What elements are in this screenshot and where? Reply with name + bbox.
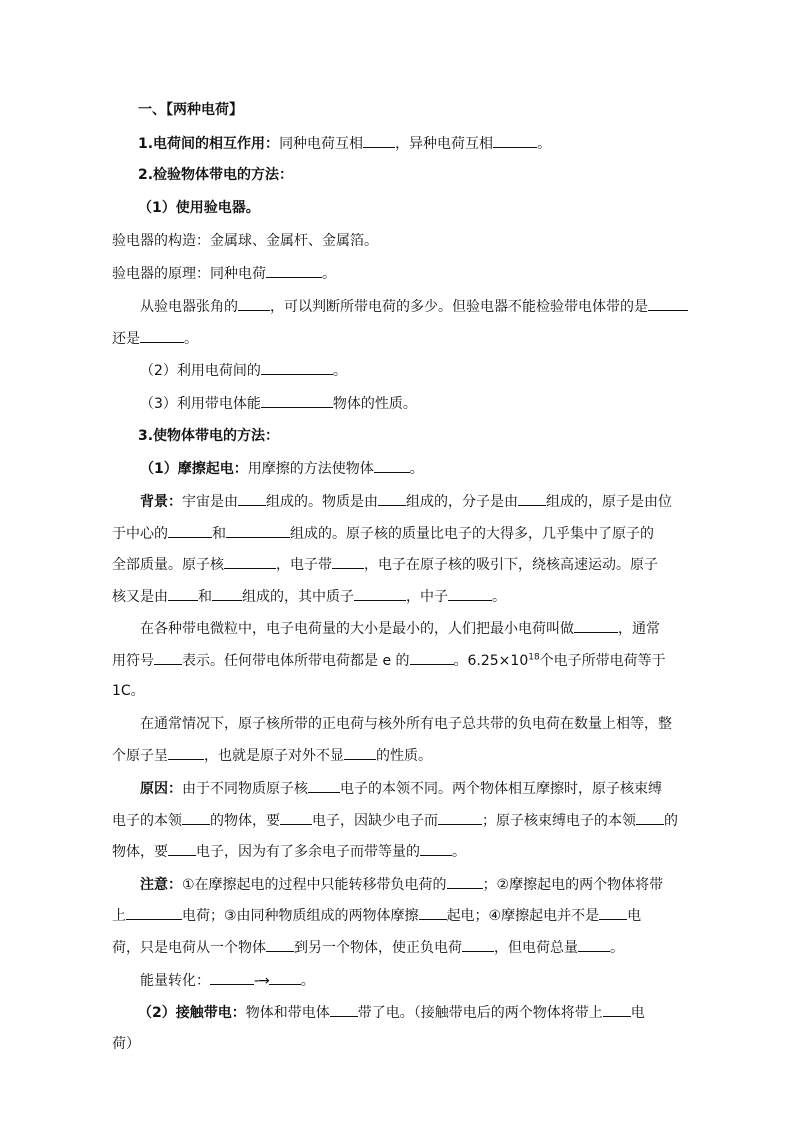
para-reason-3: 物体，要 电子，因为有了多余电子而带等量的 。 xyxy=(112,844,466,861)
blank[interactable] xyxy=(126,906,182,920)
blank[interactable] xyxy=(378,492,406,506)
blank[interactable] xyxy=(266,264,322,278)
blank[interactable] xyxy=(168,842,196,856)
para-friction: （1）摩擦起电：用摩擦的方法使物体 。 xyxy=(140,461,424,478)
blank[interactable] xyxy=(493,134,537,148)
para-electroscope-principle: 验电器的原理：同种电荷 。 xyxy=(112,266,336,283)
blank[interactable] xyxy=(212,587,242,601)
blank[interactable] xyxy=(154,651,182,665)
blank[interactable] xyxy=(140,329,184,343)
blank[interactable] xyxy=(374,459,410,473)
blank[interactable] xyxy=(210,971,254,985)
para-method-3: （3）利用带电体能 物体的性质。 xyxy=(140,396,417,412)
arrow-icon: -→ xyxy=(254,972,269,989)
blank[interactable] xyxy=(462,938,494,952)
para-electroscope-heading: （1）使用验电器。 xyxy=(138,200,260,217)
blank[interactable] xyxy=(354,587,406,601)
para-note-2: 上 电荷；③由同种物质组成的两物体摩擦 起电；④摩擦起电并不是 电 xyxy=(112,908,642,925)
blank[interactable] xyxy=(261,394,333,408)
blank[interactable] xyxy=(168,587,198,601)
blank[interactable] xyxy=(280,811,312,825)
document-body xyxy=(112,101,680,1053)
blank[interactable] xyxy=(238,297,270,311)
para-electroscope-angle-cont: 还是 。 xyxy=(112,330,198,347)
blank[interactable] xyxy=(447,875,483,889)
blank[interactable] xyxy=(574,619,618,633)
para-neutral-1: 在通常情况下，原子核所带的正电荷与核外所有电子总共带的负电荷在数量上相等，整 xyxy=(140,715,672,732)
blank[interactable] xyxy=(363,134,395,148)
para-reason-1: 原因：由于不同物质原子核 电子的本领不同。两个物体相互摩擦时，原子核束缚 xyxy=(140,781,662,798)
blank[interactable] xyxy=(448,587,492,601)
para-detect-heading: 2.检验物体带电的方法： xyxy=(138,167,294,184)
section-title: 一、【两种电荷】 xyxy=(138,102,243,118)
para-elementary-charge-2: 用符号 表示。任何带电体所带电荷都是 e 的 。$6.25\times 10^{18}$个电子所带电荷等于 xyxy=(112,652,666,669)
blank[interactable] xyxy=(261,361,333,375)
blank[interactable] xyxy=(330,1003,358,1017)
para-energy: 能量转化： -→ 。 xyxy=(140,972,315,989)
para-contact-cont: 荷） xyxy=(112,1035,140,1052)
blank[interactable] xyxy=(648,297,688,311)
blank[interactable] xyxy=(182,811,210,825)
para-electroscope-angle: 从验电器张角的 ，可以判断所带电荷的多少。但验电器不能检验带电体带的是 xyxy=(112,297,680,315)
blank[interactable] xyxy=(438,811,482,825)
para-neutral-2: 个原子呈 ，也就是原子对外不显 的性质。 xyxy=(112,748,432,765)
para-note-3: 荷，只是电荷从一个物体 到另一个物体，使正负电荷 ，但电荷总量 。 xyxy=(112,939,624,956)
para-note-1: 注意：①在摩擦起电的过程中只能转移带负电荷的 ；②摩擦起电的两个物体将带 xyxy=(140,876,664,893)
para-background-2: 于中心的 和 组成的。原子核的质量比电子的大得多，几乎集中了原子的 xyxy=(112,525,654,542)
blank[interactable] xyxy=(410,651,454,665)
para-elementary-charge-1: 在各种带电微粒中，电子电荷量的大小是最小的，人们把最小电荷叫做 ，通常 xyxy=(140,621,660,638)
blank[interactable] xyxy=(636,811,664,825)
blank[interactable] xyxy=(266,938,294,952)
para-electroscope-structure: 验电器的构造：金属球、金属杆、金属箔。 xyxy=(112,232,378,249)
blank[interactable] xyxy=(332,555,364,569)
para-interaction: 1.电荷间的相互作用：同种电荷互相 ，异种电荷互相 。 xyxy=(138,135,552,152)
blank[interactable] xyxy=(518,492,546,506)
blank[interactable] xyxy=(578,938,610,952)
para-background-3: 全部质量。原子核 ，电子带 ，电子在原子核的吸引下，绕核高速运动。原子 xyxy=(112,557,658,574)
blank[interactable] xyxy=(168,746,204,760)
blank[interactable] xyxy=(224,555,276,569)
blank[interactable] xyxy=(308,779,340,793)
blank[interactable] xyxy=(420,842,452,856)
para-charging-heading: 3.使物体带电的方法： xyxy=(138,427,280,444)
para-background-4: 核又是由 和 组成的，其中质子 ，中子 。 xyxy=(112,588,506,605)
para-reason-2: 电子的本领 的物体，要 电子，因缺少电子而 ；原子核束缚电子的本领 的 xyxy=(112,812,678,829)
para-method-2: （2）利用电荷间的 。 xyxy=(140,363,347,380)
blank[interactable] xyxy=(238,492,266,506)
para-contact: （2）接触带电：物体和带电体 带了电。（接触带电后的两个物体将带上 电 xyxy=(138,1005,645,1022)
blank[interactable] xyxy=(168,524,212,538)
para-background-1: 背景：宇宙是由 组成的。物质是由 组成的，分子是由 组成的，原子是由位 xyxy=(140,494,672,511)
blank[interactable] xyxy=(269,971,301,985)
blank[interactable] xyxy=(344,746,376,760)
blank[interactable] xyxy=(603,1003,631,1017)
blank[interactable] xyxy=(599,906,627,920)
blank[interactable] xyxy=(226,524,290,538)
blank[interactable] xyxy=(419,906,447,920)
para-elementary-charge-3: 1C。 xyxy=(112,683,145,700)
